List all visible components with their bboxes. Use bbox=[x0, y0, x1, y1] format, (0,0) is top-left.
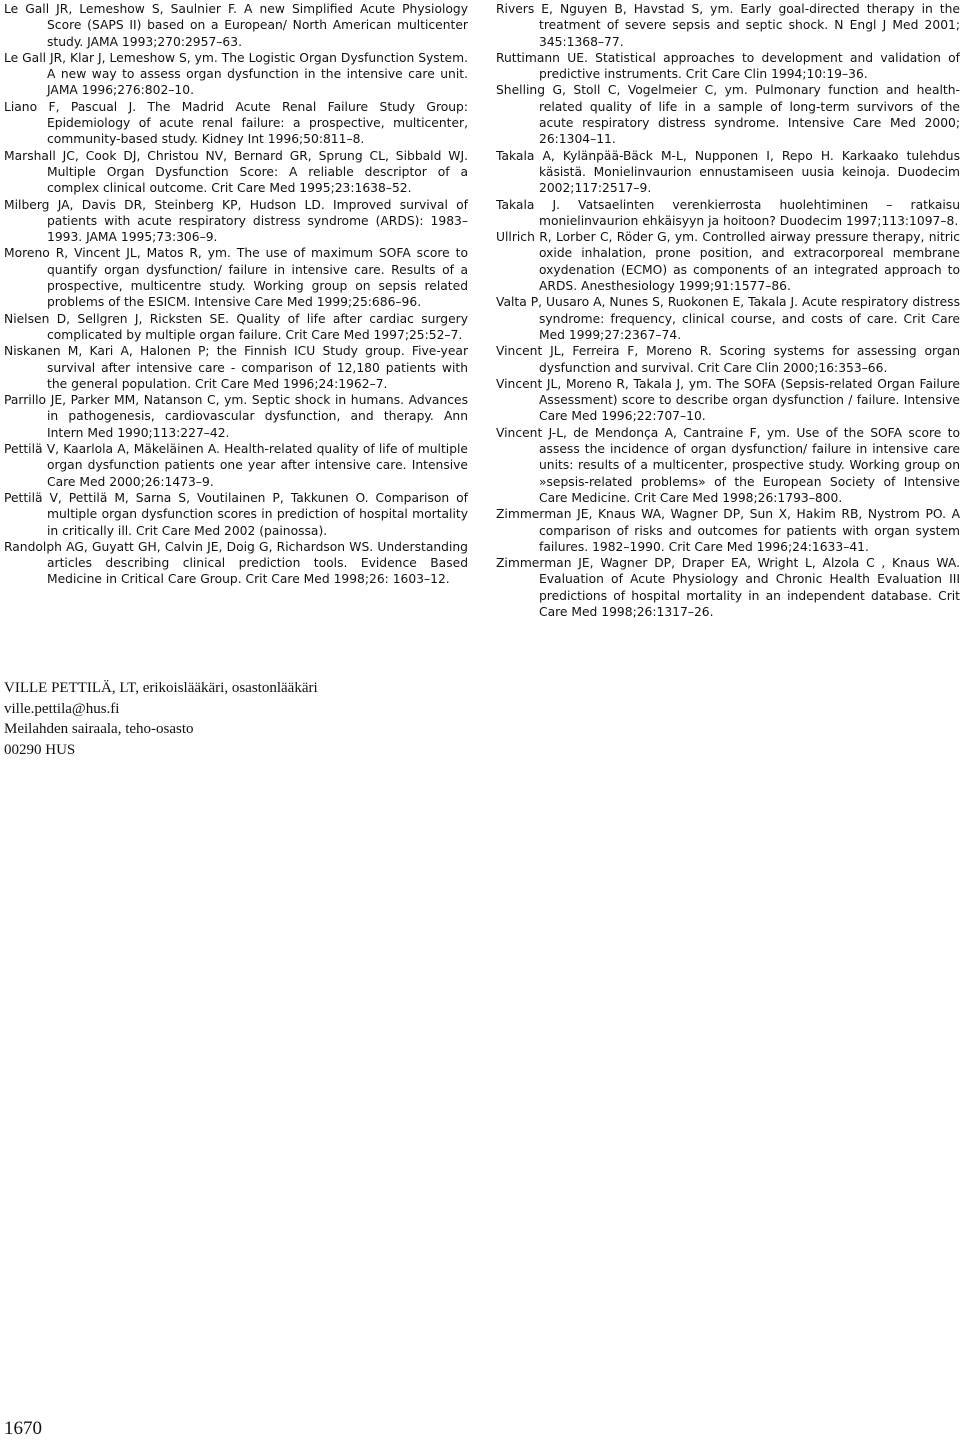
author-name-title: VILLE PETTILÄ, LT, erikoislääkäri, osastonlääkäri bbox=[4, 680, 318, 696]
reference-item: Zimmerman JE, Wagner DP, Draper EA, Wright L, Alzola C , Knaus WA. Evaluation of Acute Physiology and Chronic Health Evaluation III predictions of hospital mortality in an independent database. Crit Care Med 1998;26:1317–26. bbox=[496, 556, 960, 619]
reference-item: Pettilä V, Pettilä M, Sarna S, Voutilainen P, Takkunen O. Comparison of multiple organ dysfunction scores in prediction of hospital mortality in critically ill. Crit Care Med 2002 (painossa). bbox=[4, 490, 468, 538]
reference-item: Valta P, Uusaro A, Nunes S, Ruokonen E, Takala J. Acute respiratory distress syndrome: frequency, clinical course, and costs of care. Crit Care Med 1999;27:2367–74. bbox=[496, 295, 960, 342]
reference-item: Rivers E, Nguyen B, Havstad S, ym. Early goal-directed therapy in the treatment of severe sepsis and septic shock. N Engl J Med 2001; 345:1368–77. bbox=[496, 2, 960, 49]
reference-item: Vincent J-L, de Mendonça A, Cantraine F, ym. Use of the SOFA score to assess the incidence of organ dysfunction/ failure in intensive care units: results of a multicenter, prospective study. Working group on »sepsis-related problems» of the European Society of Intensive Care Medicine. Crit Care Med 1998;26:1793–800. bbox=[496, 425, 960, 505]
reference-item: Randolph AG, Guyatt GH, Calvin JE, Doig G, Richardson WS. Understanding articles describing clinical prediction tools. Evidence Based Medicine in Critical Care Group. Crit Care Med 1998;26: 1603–12. bbox=[4, 539, 468, 587]
reference-item: Takala A, Kylänpää-Bäck M-L, Nupponen I, Repo H. Karkaako tulehdus käsistä. Monielinvaurion ennustamiseen uusia keinoja. Duodecim 2002;117:2517–9. bbox=[496, 148, 960, 196]
reference-item: Pettilä V, Kaarlola A, Mäkeläinen A. Health-related quality of life of multiple organ dysfunction patients one year after intensive care. Intensive Care Med 2000;26:1473–9. bbox=[4, 442, 468, 489]
author-postal-address: 00290 HUS bbox=[4, 741, 76, 758]
reference-item: Moreno R, Vincent JL, Matos R, ym. The use of maximum SOFA score to quantify organ dysfunction/ failure in intensive care. Results of a prospective, multicentre study. Working group on sepsis related problems of the ESICM. Intensive Care Med 1999;25:686–96. bbox=[4, 246, 468, 310]
reference-item: Marshall JC, Cook DJ, Christou NV, Bernard GR, Sprung CL, Sibbald WJ. Multiple Organ Dysfunction Score: A reliable descriptor of a complex clinical outcome. Crit Care Med 1995;23:1638–52. bbox=[4, 148, 468, 196]
reference-item: Vincent JL, Moreno R, Takala J, ym. The SOFA (Sepsis-related Organ Failure Assessment) score to describe organ dysfunction / failure. Intensive Care Med 1996;22:707–10. bbox=[496, 376, 960, 424]
page-number: 1670 bbox=[4, 1418, 42, 1439]
reference-item: Parrillo JE, Parker MM, Natanson C, ym. Septic shock in humans. Advances in pathogenesis, cardiovascular dysfunction, and therapy. Ann Intern Med 1990;113:227–42. bbox=[4, 393, 468, 440]
author-email: ville.pettila@hus.fi bbox=[4, 700, 120, 717]
reference-item: Le Gall JR, Lemeshow S, Saulnier F. A new Simplified Acute Physiology Score (SAPS II) based on a European/ North American multicenter study. JAMA 1993;270:2957–63. bbox=[4, 2, 468, 49]
reference-item: Le Gall JR, Klar J, Lemeshow S, ym. The Logistic Organ Dysfunction System. A new way to assess organ dysfunction in the intensive care unit. JAMA 1996;276:802–10. bbox=[4, 50, 468, 98]
reference-item: Nielsen D, Sellgren J, Ricksten SE. Quality of life after cardiac surgery complicated by multiple organ failure. Crit Care Med 1997;25:52–7. bbox=[4, 311, 468, 342]
reference-item: Liano F, Pascual J. The Madrid Acute Renal Failure Study Group: Epidemiology of acute renal failure: a prospective, multicenter, community-based study. Kidney Int 1996;50:811–8. bbox=[4, 99, 468, 147]
reference-column-right bbox=[496, 1, 960, 620]
author-affiliation: Meilahden sairaala, teho-osasto bbox=[4, 721, 194, 737]
reference-column-left bbox=[4, 1, 468, 588]
reference-item: Milberg JA, Davis DR, Steinberg KP, Hudson LD. Improved survival of patients with acute respiratory distress syndrome (ARDS): 1983–1993. JAMA 1995;73:306–9. bbox=[4, 197, 468, 245]
reference-item: Shelling G, Stoll C, Vogelmeier C, ym. Pulmonary function and health-related quality of life in a sample of long-term survivors of the acute respiratory distress syndrome. Intensive Care Med 2000; 26:1304–11. bbox=[496, 83, 960, 147]
reference-item: Zimmerman JE, Knaus WA, Wagner DP, Sun X, Hakim RB, Nystrom PO. A comparison of risks and outcomes for patients with organ system failures. 1982–1990. Crit Care Med 1996;24:1633–41. bbox=[496, 507, 960, 554]
reference-item: Niskanen M, Kari A, Halonen P; the Finnish ICU Study group. Five-year survival after intensive care - comparison of 12,180 patients with the general population. Crit Care Med 1996;24:1962–7. bbox=[4, 344, 468, 391]
reference-item: Takala J. Vatsaelinten verenkierrosta huolehtiminen – ratkaisu monielinvaurion ehkäisyyn ja hoitoon? Duodecim 1997;113:1097–8. bbox=[496, 197, 960, 228]
reference-item: Ruttimann UE. Statistical approaches to development and validation of predictive instruments. Crit Care Clin 1994;10:19–36. bbox=[496, 50, 960, 82]
reference-item: Ullrich R, Lorber C, Röder G, ym. Controlled airway pressure therapy, nitric oxide inhalation, prone position, and extracorporeal membrane oxydenation (ECMO) as components of an integrated approach to ARDS. Anesthesiology 1999;91:1577–86. bbox=[496, 230, 960, 294]
author-info bbox=[4, 678, 318, 760]
reference-item: Vincent JL, Ferreira F, Moreno R. Scoring systems for assessing organ dysfunction and survival. Crit Care Clin 2000;16:353–66. bbox=[496, 344, 960, 375]
